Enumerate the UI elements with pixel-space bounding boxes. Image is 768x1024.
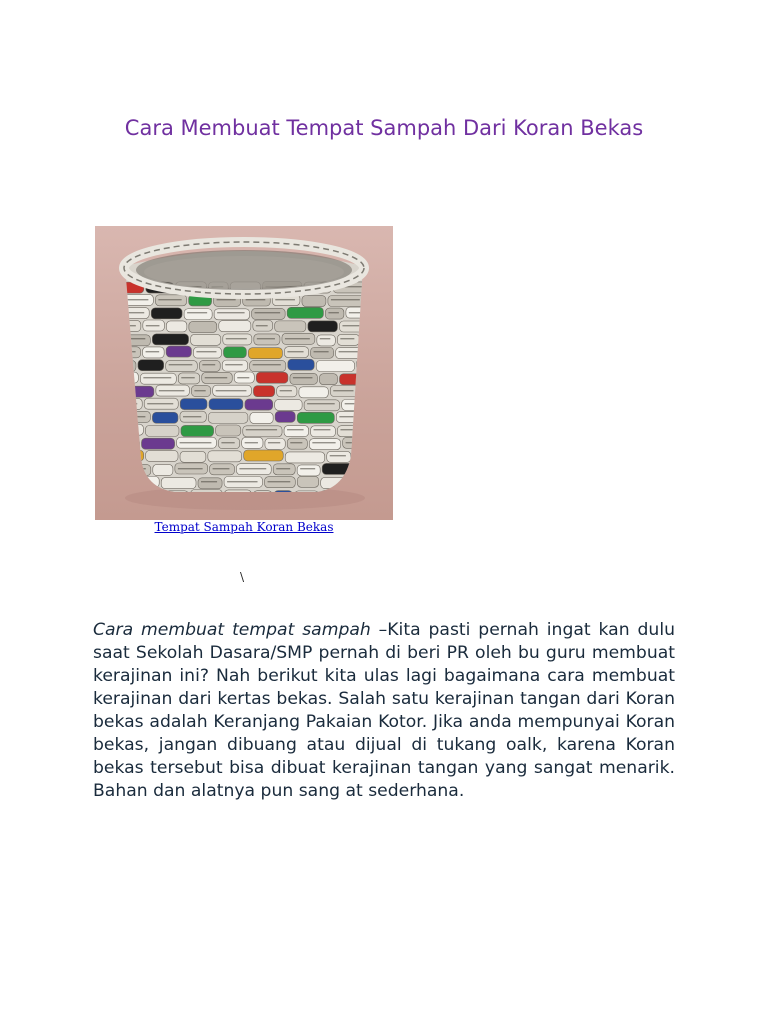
paragraph-text: –Kita pasti pernah ingat kan dulu saat Sekolah Dasara/SMP pernah di beri PR oleh bu guru membuat kerajinan ini? Nah berikut kita ulas lagi bagaimana cara membuat kerajinan dari kertas bekas. Salah satu kerajinan tangan dari Koran bekas adalah Keranjang Pakaian Kotor. Jika anda mempunyai Koran bekas, jangan dibuang atau dijual di tukang oalk, karena Koran bekas tersebut bisa dibuat kerajinan tangan yang sangat menarik. Bahan dan alatnya pun sang at sederhana. [93, 620, 675, 801]
lead-italic-phrase: Cara membuat tempat sampah [93, 620, 371, 640]
body-paragraph [93, 619, 675, 803]
figure-caption-link[interactable]: Tempat Sampah Koran Bekas [154, 520, 334, 534]
stray-backslash: \ [240, 570, 245, 584]
basket-photo [95, 226, 393, 520]
page-title: Cara Membuat Tempat Sampah Dari Koran Bekas [124, 116, 644, 140]
